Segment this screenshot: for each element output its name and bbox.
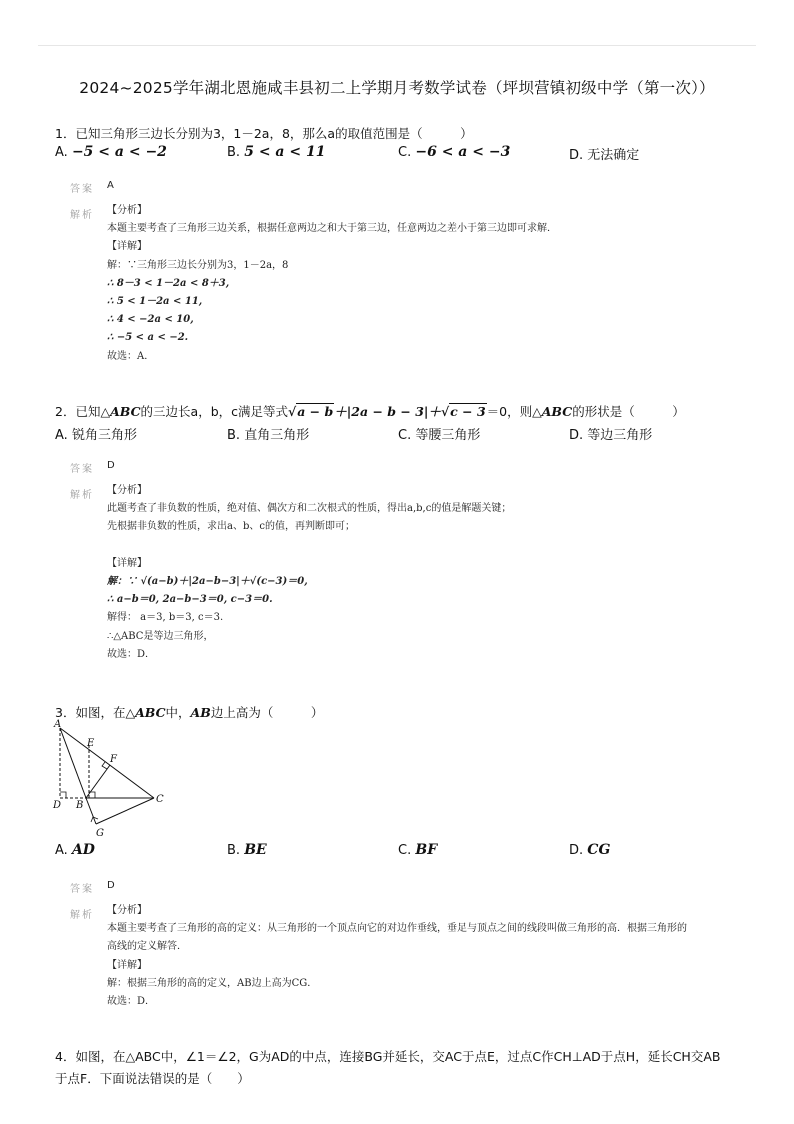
q2-answer: D xyxy=(107,460,115,471)
q1-answer: A xyxy=(107,180,114,191)
right-angle-d xyxy=(60,792,66,798)
triangle-figure xyxy=(50,716,170,838)
label-e: E xyxy=(87,738,95,749)
q2-option-a[interactable]: A. 锐角三角形 xyxy=(55,428,137,443)
side-ab xyxy=(60,728,86,798)
question-3-stem: 3．如图，在△ABC中，AB边上高为（ ） xyxy=(55,705,324,720)
q1-option-c[interactable]: C. −6 < a < −3 xyxy=(398,144,511,160)
question-2-options xyxy=(55,424,755,446)
question-4-stem-line2: 于点F．下面说法错误的是（ ） xyxy=(55,1071,250,1086)
q1-answer-label: 答案 xyxy=(70,184,94,195)
extension-bg xyxy=(86,798,96,824)
header-divider xyxy=(38,45,756,46)
q1-analysis-label: 解析 xyxy=(70,210,94,221)
q2-answer-label: 答案 xyxy=(70,464,94,475)
segment-cg xyxy=(96,798,154,824)
q1-option-d[interactable]: D. 无法确定 xyxy=(569,148,640,163)
q3-option-a[interactable]: A. AD xyxy=(55,842,95,858)
q2-option-b[interactable]: B. 直角三角形 xyxy=(227,428,310,443)
q3-analysis-label: 解析 xyxy=(70,910,94,921)
q1-explanation: 【分析】 本题主要考查了三角形三边关系，根据任意两边之和大于第三边，任意两边之差小于第三边即可求解． 【详解】 解：∵三角形三边长分别为3，1－2a，8 ∴ 8－3 < 1－2a < 8＋3, ∴ 5 < 1－2a < 11, ∴ 4 < −2a < 10, ∴ −5 < a < −2. 故选：A． xyxy=(107,205,557,362)
label-d: D xyxy=(53,800,62,811)
q3-answer-label: 答案 xyxy=(70,884,94,895)
q2-analysis-label: 解析 xyxy=(70,490,94,501)
q3-explanation: 【分析】 本题主要考查了三角形的高的定义：从三角形的一个顶点向它的对边作垂线，垂足与顶点之间的线段叫做三角形的高．根据三角形的 高线的定义解答． 【详解】 解：根据三角形的高的定义，AB边上高为CG． 故选：D． xyxy=(107,905,687,1007)
q2-explanation: 【分析】 此题考查了非负数的性质，绝对值、偶次方和二次根式的性质，得出a,b,c的值是解题关键； 先根据非负数的性质，求出a、b、c的值，再判断即可； 【详解】 解：∵ √(a−b)＋|2a−b−3|＋√(c−3)＝0, ∴ a−b＝0, 2a−b−3＝0, c−3＝0. 解得： a＝3, b＝3, c＝3. ∴△ABC是等边三角形， 故选：D． xyxy=(107,485,512,660)
label-b: B xyxy=(76,800,84,811)
question-1-options xyxy=(55,144,755,166)
label-f: F xyxy=(110,754,117,765)
page-title: 2024~2025学年湖北恩施咸丰县初二上学期月考数学试卷（坪坝营镇初级中学（第一次）） xyxy=(79,79,715,97)
question-3-options xyxy=(55,842,755,864)
label-a: A xyxy=(54,719,62,730)
q3-option-c[interactable]: C. BF xyxy=(398,842,438,858)
question-1-stem: 1．已知三角形三边长分别为3，1－2a，8，那么a的取值范围是（ ） xyxy=(55,126,473,141)
label-c: C xyxy=(156,794,164,805)
q3-option-b[interactable]: B. BE xyxy=(227,842,267,858)
q1-option-a[interactable]: A. −5 < a < −2 xyxy=(55,144,167,160)
question-4-stem-line1: 4．如图，在△ABC中，∠1＝∠2，G为AD的中点，连接BG并延长，交AC于点E，过点C作CH⊥AD于点H，延长CH交AB xyxy=(55,1049,721,1064)
q2-option-c[interactable]: C. 等腰三角形 xyxy=(398,428,481,443)
segment-bf xyxy=(86,765,110,798)
q1-option-b[interactable]: B. 5 < a < 11 xyxy=(227,144,326,160)
q3-option-d[interactable]: D. CG xyxy=(569,842,611,858)
q2-option-d[interactable]: D. 等边三角形 xyxy=(569,428,653,443)
label-g: G xyxy=(96,828,104,838)
q3-answer: D xyxy=(107,880,115,891)
side-ac xyxy=(60,728,154,798)
question-2-stem: 2．已知△ABC的三边长a，b，c满足等式√a − b＋|2a − b − 3|＋√c − 3＝0，则△ABC的形状是（ ） xyxy=(55,404,685,419)
